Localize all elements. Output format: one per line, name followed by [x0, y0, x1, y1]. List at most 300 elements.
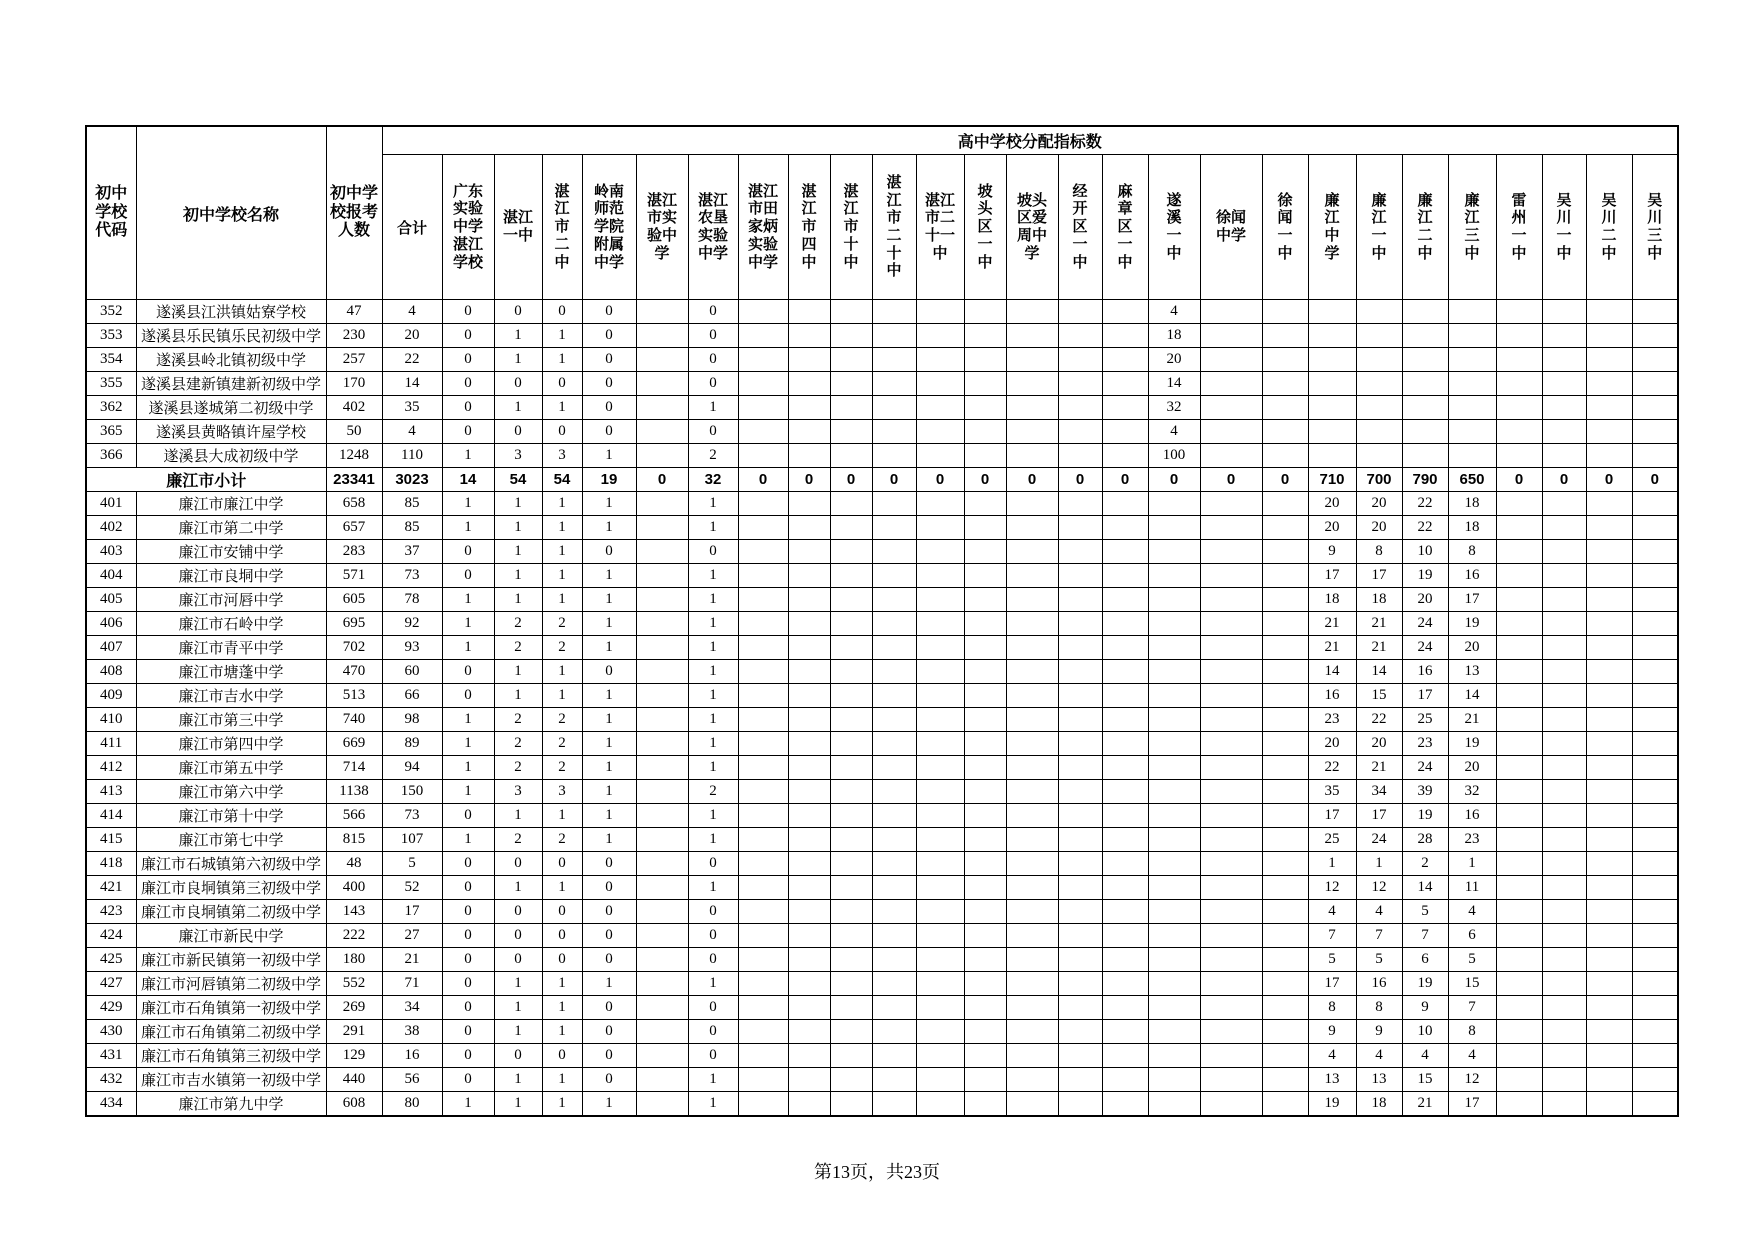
- school-name: 遂溪县乐民镇乐民初级中学: [136, 324, 326, 348]
- quota-value: 0: [494, 300, 542, 324]
- quota-value: [916, 348, 964, 372]
- quota-value: 0: [442, 852, 494, 876]
- quota-value: 0: [582, 348, 636, 372]
- col-header-school-7: [788, 155, 830, 300]
- quota-value: [830, 612, 872, 636]
- quota-value: 1: [542, 492, 582, 516]
- quota-value: [1586, 708, 1632, 732]
- quota-value: [738, 444, 788, 468]
- quota-value: [1496, 684, 1542, 708]
- quota-value: 2: [688, 780, 738, 804]
- school-name: 廉江市石角镇第三初级中学: [136, 1044, 326, 1068]
- quota-value: [1496, 516, 1542, 540]
- quota-value: 0: [1632, 468, 1678, 492]
- quota-value: [1058, 492, 1102, 516]
- quota-value: [916, 492, 964, 516]
- quota-value: [1102, 1020, 1148, 1044]
- quota-value: 17: [1356, 564, 1402, 588]
- school-row: [86, 708, 1678, 732]
- quota-value: [1496, 828, 1542, 852]
- quota-value: [788, 972, 830, 996]
- quota-value: [1102, 1044, 1148, 1068]
- col-header-school-3-label: 岭南师范学院附属中学: [593, 182, 624, 271]
- quota-value: [1148, 924, 1200, 948]
- school-row: [86, 372, 1678, 396]
- quota-value: [1542, 972, 1586, 996]
- quota-value: [1632, 588, 1678, 612]
- quota-value: [738, 684, 788, 708]
- quota-value: 1: [1308, 852, 1356, 876]
- col-header-code: [86, 126, 136, 300]
- total-value: 150: [382, 780, 442, 804]
- quota-value: [1200, 972, 1262, 996]
- quota-value: [1632, 396, 1678, 420]
- quota-value: 1: [688, 708, 738, 732]
- school-code: 362: [86, 396, 136, 420]
- quota-value: [872, 636, 916, 660]
- quota-value: 19: [1308, 1092, 1356, 1117]
- quota-value: [788, 588, 830, 612]
- quota-value: 0: [542, 300, 582, 324]
- quota-value: [1102, 804, 1148, 828]
- quota-value: 2: [542, 612, 582, 636]
- quota-value: [1632, 684, 1678, 708]
- quota-value: 1: [542, 588, 582, 612]
- quota-value: [636, 948, 688, 972]
- quota-value: [1448, 300, 1496, 324]
- quota-value: [1148, 900, 1200, 924]
- col-header-school-24: [1586, 155, 1632, 300]
- quota-value: 22: [1402, 492, 1448, 516]
- quota-value: 10: [1402, 540, 1448, 564]
- quota-value: [1402, 300, 1448, 324]
- quota-value: [738, 732, 788, 756]
- quota-value: [916, 540, 964, 564]
- quota-value: 0: [442, 876, 494, 900]
- quota-value: [636, 324, 688, 348]
- quota-value: 3: [494, 444, 542, 468]
- quota-value: 4: [1448, 900, 1496, 924]
- quota-value: [1006, 780, 1058, 804]
- school-code: 365: [86, 420, 136, 444]
- quota-value: [964, 828, 1006, 852]
- quota-value: 0: [542, 372, 582, 396]
- quota-value: [1402, 348, 1448, 372]
- quota-value: [872, 564, 916, 588]
- quota-value: [1058, 612, 1102, 636]
- applicants-value: 230: [326, 324, 382, 348]
- quota-value: [1356, 300, 1402, 324]
- quota-value: 1: [442, 588, 494, 612]
- quota-value: 14: [1448, 684, 1496, 708]
- quota-value: [830, 564, 872, 588]
- quota-value: 1: [688, 804, 738, 828]
- quota-value: 7: [1402, 924, 1448, 948]
- quota-value: 1: [582, 708, 636, 732]
- quota-value: [1006, 972, 1058, 996]
- quota-value: [1356, 324, 1402, 348]
- quota-value: [916, 660, 964, 684]
- quota-value: [1542, 996, 1586, 1020]
- quota-value: [1200, 996, 1262, 1020]
- quota-value: [1200, 924, 1262, 948]
- applicants-value: 170: [326, 372, 382, 396]
- quota-value: 7: [1308, 924, 1356, 948]
- quota-value: [872, 756, 916, 780]
- quota-value: 0: [494, 900, 542, 924]
- quota-value: [964, 540, 1006, 564]
- col-header-school-23-label: 吴川一中: [1556, 191, 1572, 262]
- school-row: [86, 396, 1678, 420]
- quota-value: 17: [1308, 804, 1356, 828]
- school-name: 廉江市廉江中学: [136, 492, 326, 516]
- quota-value: [1102, 300, 1148, 324]
- quota-value: [738, 516, 788, 540]
- quota-value: [830, 660, 872, 684]
- quota-value: [788, 732, 830, 756]
- quota-value: 0: [442, 1020, 494, 1044]
- quota-value: 16: [1402, 660, 1448, 684]
- quota-value: [636, 396, 688, 420]
- quota-value: 0: [582, 1020, 636, 1044]
- quota-value: [872, 732, 916, 756]
- quota-value: 0: [442, 1068, 494, 1092]
- quota-value: 1: [442, 444, 494, 468]
- quota-value: [1058, 732, 1102, 756]
- quota-value: [1148, 612, 1200, 636]
- col-header-school-4-label: 湛江市实验中学: [646, 191, 677, 262]
- total-value: 21: [382, 948, 442, 972]
- quota-value: 8: [1448, 1020, 1496, 1044]
- quota-value: 24: [1356, 828, 1402, 852]
- col-header-school-21: [1448, 155, 1496, 300]
- quota-value: [1006, 828, 1058, 852]
- quota-value: [1496, 588, 1542, 612]
- school-row: [86, 1068, 1678, 1092]
- quota-value: [1102, 324, 1148, 348]
- applicants-value: 702: [326, 636, 382, 660]
- quota-value: 2: [542, 708, 582, 732]
- school-name: 廉江市第六中学: [136, 780, 326, 804]
- quota-value: 1: [542, 804, 582, 828]
- quota-value: [1402, 420, 1448, 444]
- quota-value: [1496, 1068, 1542, 1092]
- col-header-total: 合计: [382, 155, 442, 300]
- quota-value: [916, 732, 964, 756]
- quota-value: [1058, 924, 1102, 948]
- quota-value: [1200, 588, 1262, 612]
- quota-value: [1148, 708, 1200, 732]
- quota-value: [1586, 876, 1632, 900]
- quota-value: [636, 996, 688, 1020]
- col-header-school-6-label: 湛江市田家炳实验中学: [747, 182, 778, 271]
- quota-value: [872, 804, 916, 828]
- school-name: 廉江市第二中学: [136, 516, 326, 540]
- quota-value: [1356, 396, 1402, 420]
- quota-value: [1058, 804, 1102, 828]
- school-name: 廉江市吉水镇第一初级中学: [136, 1068, 326, 1092]
- quota-value: [636, 516, 688, 540]
- quota-value: [1148, 636, 1200, 660]
- quota-value: [1102, 684, 1148, 708]
- quota-value: [1058, 1020, 1102, 1044]
- quota-value: [1586, 900, 1632, 924]
- school-code: 407: [86, 636, 136, 660]
- school-name: 廉江市第九中学: [136, 1092, 326, 1117]
- quota-value: 18: [1308, 588, 1356, 612]
- quota-value: [636, 828, 688, 852]
- quota-value: [964, 708, 1006, 732]
- quota-value: 1: [582, 972, 636, 996]
- quota-value: [1058, 1068, 1102, 1092]
- quota-value: 4: [1356, 1044, 1402, 1068]
- quota-value: [830, 828, 872, 852]
- quota-value: 0: [582, 324, 636, 348]
- quota-value: 0: [494, 1044, 542, 1068]
- quota-value: 0: [688, 1020, 738, 1044]
- quota-value: [1262, 516, 1308, 540]
- school-row: [86, 660, 1678, 684]
- total-value: 34: [382, 996, 442, 1020]
- quota-value: [916, 948, 964, 972]
- quota-value: 19: [1402, 564, 1448, 588]
- quota-value: [788, 660, 830, 684]
- quota-value: 1: [442, 828, 494, 852]
- quota-value: 4: [1148, 420, 1200, 444]
- total-value: 85: [382, 492, 442, 516]
- applicants-value: 470: [326, 660, 382, 684]
- school-name: 廉江市第四中学: [136, 732, 326, 756]
- applicants-value: 669: [326, 732, 382, 756]
- quota-value: [1632, 876, 1678, 900]
- quota-value: 54: [542, 468, 582, 492]
- quota-value: [1148, 732, 1200, 756]
- quota-value: [1542, 852, 1586, 876]
- quota-value: 25: [1402, 708, 1448, 732]
- quota-value: [1496, 756, 1542, 780]
- quota-value: [916, 420, 964, 444]
- total-value: 20: [382, 324, 442, 348]
- quota-value: [916, 396, 964, 420]
- quota-value: [1148, 852, 1200, 876]
- quota-value: [1308, 444, 1356, 468]
- applicants-value: 714: [326, 756, 382, 780]
- quota-value: [964, 444, 1006, 468]
- quota-value: 21: [1308, 636, 1356, 660]
- quota-value: [738, 372, 788, 396]
- quota-value: [830, 372, 872, 396]
- quota-value: 0: [688, 948, 738, 972]
- quota-value: [1006, 540, 1058, 564]
- quota-value: [1006, 444, 1058, 468]
- quota-value: [830, 852, 872, 876]
- quota-value: [1262, 660, 1308, 684]
- quota-value: 1: [688, 516, 738, 540]
- quota-value: [916, 684, 964, 708]
- quota-value: 13: [1356, 1068, 1402, 1092]
- quota-value: [872, 972, 916, 996]
- quota-value: [1496, 372, 1542, 396]
- school-code: 431: [86, 1044, 136, 1068]
- quota-value: 0: [582, 396, 636, 420]
- quota-value: 17: [1308, 972, 1356, 996]
- applicants-value: 400: [326, 876, 382, 900]
- quota-value: [830, 1020, 872, 1044]
- school-code: 410: [86, 708, 136, 732]
- quota-value: 1: [442, 756, 494, 780]
- quota-value: [872, 324, 916, 348]
- quota-value: [1496, 564, 1542, 588]
- quota-value: 18: [1356, 1092, 1402, 1117]
- quota-value: 1: [494, 516, 542, 540]
- quota-value: [1058, 516, 1102, 540]
- quota-value: 8: [1308, 996, 1356, 1020]
- total-value: 110: [382, 444, 442, 468]
- quota-value: [1058, 564, 1102, 588]
- quota-value: [1102, 1092, 1148, 1117]
- quota-value: [1542, 1068, 1586, 1092]
- quota-value: 0: [442, 804, 494, 828]
- quota-value: 1: [494, 1020, 542, 1044]
- quota-value: [1058, 972, 1102, 996]
- quota-value: [1586, 492, 1632, 516]
- quota-value: 0: [1058, 468, 1102, 492]
- quota-value: 1: [582, 492, 636, 516]
- quota-value: [1200, 780, 1262, 804]
- school-code: 366: [86, 444, 136, 468]
- quota-value: [1632, 636, 1678, 660]
- quota-value: [872, 396, 916, 420]
- applicants-value: 1138: [326, 780, 382, 804]
- quota-value: [1006, 732, 1058, 756]
- quota-value: [788, 300, 830, 324]
- applicants-value: 658: [326, 492, 382, 516]
- quota-value: [1586, 828, 1632, 852]
- quota-value: [1542, 804, 1586, 828]
- quota-value: [1148, 564, 1200, 588]
- col-header-school-13: [1058, 155, 1102, 300]
- quota-value: [1356, 372, 1402, 396]
- quota-value: [636, 972, 688, 996]
- quota-value: [1632, 324, 1678, 348]
- quota-value: [1632, 972, 1678, 996]
- quota-value: 1: [582, 516, 636, 540]
- quota-value: [1102, 780, 1148, 804]
- quota-value: 1: [688, 396, 738, 420]
- quota-value: [1586, 420, 1632, 444]
- school-row: [86, 348, 1678, 372]
- school-code: 434: [86, 1092, 136, 1117]
- quota-value: [1542, 516, 1586, 540]
- quota-value: 4: [1356, 900, 1402, 924]
- quota-value: [1058, 852, 1102, 876]
- school-name: 遂溪县江洪镇姑寮学校: [136, 300, 326, 324]
- quota-value: [964, 372, 1006, 396]
- quota-value: [1542, 660, 1586, 684]
- quota-value: 2: [542, 756, 582, 780]
- total-value: 4: [382, 300, 442, 324]
- quota-value: [1496, 948, 1542, 972]
- quota-value: [1632, 444, 1678, 468]
- quota-value: 0: [442, 420, 494, 444]
- quota-value: [872, 660, 916, 684]
- quota-value: [1006, 1068, 1058, 1092]
- quota-value: [636, 492, 688, 516]
- quota-value: 100: [1148, 444, 1200, 468]
- quota-value: [1542, 732, 1586, 756]
- total-value: 92: [382, 612, 442, 636]
- quota-value: [1200, 612, 1262, 636]
- quota-value: [916, 444, 964, 468]
- quota-value: [916, 900, 964, 924]
- quota-value: 4: [1148, 300, 1200, 324]
- quota-value: [788, 492, 830, 516]
- quota-value: [1200, 516, 1262, 540]
- quota-value: [738, 1020, 788, 1044]
- quota-value: [1006, 516, 1058, 540]
- quota-value: [1448, 444, 1496, 468]
- quota-value: 32: [1448, 780, 1496, 804]
- quota-value: 0: [442, 1044, 494, 1068]
- quota-value: 2: [494, 708, 542, 732]
- quota-value: 1: [688, 732, 738, 756]
- quota-value: [872, 1068, 916, 1092]
- quota-value: 0: [1262, 468, 1308, 492]
- quota-value: [1200, 300, 1262, 324]
- quota-value: [1058, 300, 1102, 324]
- quota-value: 650: [1448, 468, 1496, 492]
- quota-value: 1: [442, 612, 494, 636]
- quota-value: 0: [442, 948, 494, 972]
- total-value: 60: [382, 660, 442, 684]
- col-header-school-6: [738, 155, 788, 300]
- quota-value: [1496, 972, 1542, 996]
- col-header-school-17-label: 徐闻一中: [1277, 191, 1293, 262]
- quota-value: [1006, 924, 1058, 948]
- total-value: 38: [382, 1020, 442, 1044]
- quota-value: [788, 1068, 830, 1092]
- quota-value: 0: [1200, 468, 1262, 492]
- quota-value: 32: [1148, 396, 1200, 420]
- quota-value: [1542, 1044, 1586, 1068]
- quota-value: [1542, 300, 1586, 324]
- quota-value: [1102, 492, 1148, 516]
- quota-value: [788, 756, 830, 780]
- school-code: 355: [86, 372, 136, 396]
- quota-value: 3: [542, 780, 582, 804]
- quota-value: [738, 828, 788, 852]
- quota-value: 19: [582, 468, 636, 492]
- quota-value: [636, 588, 688, 612]
- quota-value: [1496, 708, 1542, 732]
- quota-value: 5: [1402, 900, 1448, 924]
- quota-value: [1102, 876, 1148, 900]
- quota-value: [964, 852, 1006, 876]
- quota-value: 0: [494, 420, 542, 444]
- quota-value: [1102, 540, 1148, 564]
- quota-value: [964, 684, 1006, 708]
- col-header-school-3: [582, 155, 636, 300]
- school-name: 廉江市新民中学: [136, 924, 326, 948]
- quota-value: [1148, 972, 1200, 996]
- quota-value: 17: [1356, 804, 1402, 828]
- quota-value: 1: [688, 612, 738, 636]
- quota-value: [1102, 756, 1148, 780]
- quota-value: [1586, 924, 1632, 948]
- quota-value: [788, 684, 830, 708]
- quota-value: [1262, 852, 1308, 876]
- quota-value: 0: [442, 540, 494, 564]
